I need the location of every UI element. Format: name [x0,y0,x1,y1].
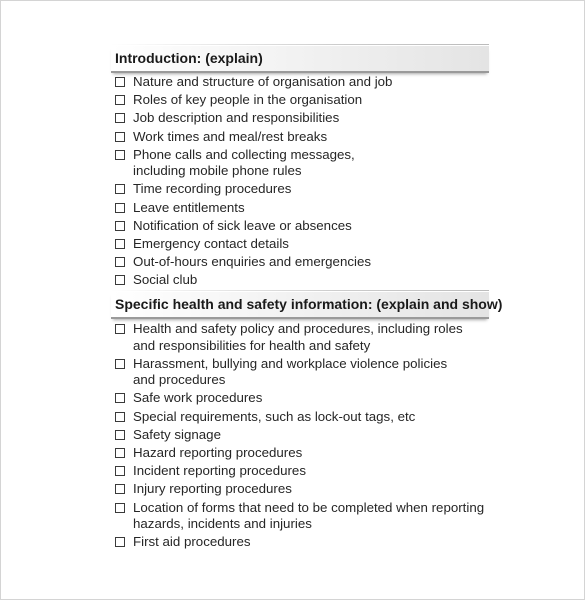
checklist-item[interactable] [111,181,489,198]
checklist-item-label: Safe work procedures [133,390,263,406]
checklist-item[interactable] [111,321,489,354]
checkbox[interactable] [115,257,125,267]
checklist-item[interactable] [111,463,489,480]
checkbox[interactable] [115,359,125,369]
checklist-item-label: First aid procedures [133,534,251,550]
checklist-item-label: Injury reporting procedures [133,481,292,497]
checklist-item-label: Emergency contact details [133,236,289,251]
checkbox[interactable] [115,430,125,440]
checklist-item-label: Harassment, bullying and workplace violence policies and procedures [133,355,448,388]
checkbox[interactable] [115,537,125,547]
health-safety-section [111,292,503,552]
checkbox[interactable] [115,239,125,249]
checklist-item[interactable] [111,390,489,407]
checklist-item[interactable] [111,500,489,533]
checklist-item-label: Notification of sick leave or absences [133,217,352,233]
checklist-item[interactable] [111,272,489,289]
checklist-item-label: Hazard reporting procedures [133,444,303,460]
checklist-item-label: Health and safety policy and procedures, including roles and responsibilities for health and safety [133,321,463,353]
checklist [111,74,489,289]
introduction-section [111,46,489,291]
checklist-item[interactable] [111,409,489,426]
checklist [111,321,489,551]
checkbox[interactable] [115,393,125,403]
checklist-item[interactable] [111,92,489,109]
checkbox[interactable] [115,324,125,334]
checkbox[interactable] [115,221,125,231]
checklist-item[interactable] [111,110,489,127]
checklist-item[interactable] [111,445,489,462]
checklist-item-label: Leave entitlements [133,199,245,215]
checklist-item-label: Out-of-hours enquiries and emergencies [133,254,371,270]
checklist-item-label: Time recording procedures [133,181,292,197]
checklist-item-label: Location of forms that need to be completed when reporting hazards, incidents and injuries [133,499,485,531]
checklist-item-label: Phone calls and collecting messages, including mobile phone rules [133,146,355,179]
checklist-item[interactable] [111,129,489,146]
checkbox[interactable] [115,412,125,422]
checklist-item-label: Social club [133,272,198,288]
checklist-item[interactable] [111,200,489,217]
checklist-item[interactable] [111,147,489,180]
checklist-item-label: Roles of key people in the organisation [133,92,363,108]
checklist-item-label: Incident reporting procedures [133,463,306,479]
checklist-item[interactable] [111,427,489,444]
section-heading: Specific health and safety information: (explain and show) [111,292,489,319]
checklist-item[interactable] [111,74,489,91]
checkbox[interactable] [115,448,125,458]
section-heading: Introduction: (explain) [111,46,489,73]
checkbox[interactable] [115,95,125,105]
checkbox[interactable] [115,275,125,285]
checklist-item[interactable] [111,218,489,235]
checkbox[interactable] [115,150,125,160]
checklist-item[interactable] [111,356,489,389]
checkbox[interactable] [115,113,125,123]
checkbox[interactable] [115,184,125,194]
checkbox[interactable] [115,203,125,213]
checklist-item-label: Work times and meal/rest breaks [133,128,328,144]
checklist-item-label: Special requirements, such as lock-out tags, etc [133,408,416,424]
checkbox[interactable] [115,484,125,494]
checkbox[interactable] [115,77,125,87]
checklist-item[interactable] [111,236,489,253]
checklist-item[interactable] [111,254,489,271]
checkbox[interactable] [115,466,125,476]
checklist-item-label: Safety signage [133,426,221,442]
checkbox[interactable] [115,132,125,142]
checklist-item-label: Job description and responsibilities [133,110,340,126]
checklist-item[interactable] [111,534,489,551]
checklist-item-label: Nature and structure of organisation and job [133,74,393,89]
checklist-item[interactable] [111,481,489,498]
checkbox[interactable] [115,503,125,513]
